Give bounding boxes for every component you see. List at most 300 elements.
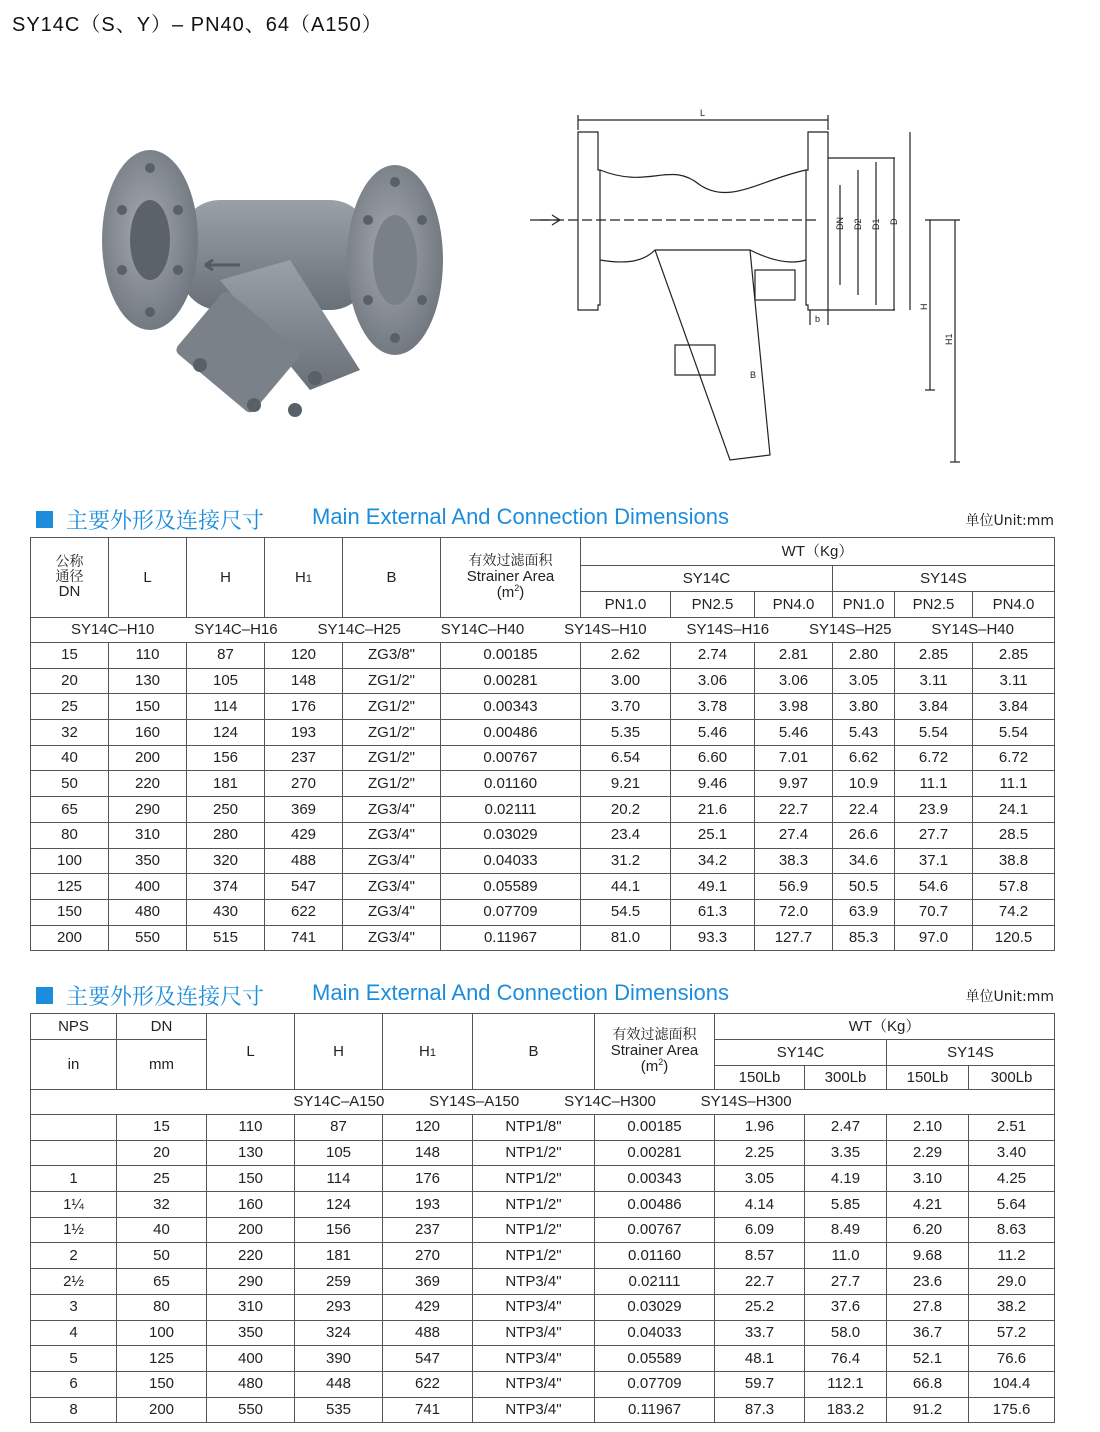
bullet-square-icon (36, 987, 53, 1004)
model-label: SY14C–A150 (293, 1093, 385, 1111)
col-h: H (295, 1014, 383, 1090)
unit-label: 单位Unit:mm (965, 513, 1054, 529)
table-cell: 622 (265, 899, 343, 925)
table-cell: 29.0 (969, 1269, 1055, 1295)
table-cell: 270 (383, 1243, 473, 1269)
table-cell: 4.19 (805, 1166, 887, 1192)
table-cell: 400 (207, 1346, 295, 1372)
table-cell: NTP1/2" (473, 1192, 595, 1218)
table-cell: 2.29 (887, 1140, 969, 1166)
table-cell: 10.9 (833, 771, 895, 797)
table-cell: 5.85 (805, 1192, 887, 1218)
table-cell: 80 (31, 822, 109, 848)
table-cell: 0.02111 (441, 797, 581, 823)
table-cell: 70.7 (895, 899, 973, 925)
table-cell: 0.00486 (441, 720, 581, 746)
table-row (31, 745, 1055, 771)
table-cell: 0.00343 (441, 694, 581, 720)
table-cell: ZG3/4" (343, 797, 441, 823)
table-cell: 52.1 (887, 1346, 969, 1372)
table-cell: 40 (31, 745, 109, 771)
table-cell: 37.6 (805, 1294, 887, 1320)
col-nps-unit: in (31, 1040, 117, 1090)
class-header: 300Lb (969, 1066, 1055, 1090)
table-cell: 110 (109, 643, 187, 669)
table-row (31, 848, 1055, 874)
table-cell: 32 (31, 720, 109, 746)
table-cell: 8.49 (805, 1217, 887, 1243)
table-cell: 2.85 (895, 643, 973, 669)
heading-zh: 主要外形及连接尺寸 (66, 509, 265, 534)
table-cell: 76.4 (805, 1346, 887, 1372)
table-cell: 5.54 (895, 720, 973, 746)
table-cell: 124 (295, 1192, 383, 1218)
table-cell: 0.07709 (441, 899, 581, 925)
table-cell: 4.14 (715, 1192, 805, 1218)
table-row (31, 1371, 1055, 1397)
table-cell: 1.96 (715, 1115, 805, 1141)
table-cell: 2.85 (973, 643, 1055, 669)
label-d: D (889, 218, 899, 225)
table-cell: 237 (265, 745, 343, 771)
col-dn: 公称 通径 DN (31, 538, 109, 618)
table-cell: 193 (383, 1192, 473, 1218)
table-cell: 200 (207, 1217, 295, 1243)
table-cell: 7.01 (755, 745, 833, 771)
table-cell: 9.21 (581, 771, 671, 797)
table-cell: 112.1 (805, 1371, 887, 1397)
table-cell: 87.3 (715, 1397, 805, 1423)
table-cell: 20 (117, 1140, 207, 1166)
table-cell: 6.54 (581, 745, 671, 771)
table-cell: 1½ (31, 1217, 117, 1243)
label-l: L (700, 108, 706, 118)
table-row (31, 1192, 1055, 1218)
table-cell: 3.11 (973, 668, 1055, 694)
label-dn: DN (835, 217, 845, 230)
table-cell: 535 (295, 1397, 383, 1423)
table-cell: 0.00343 (595, 1166, 715, 1192)
table-cell: 24.1 (973, 797, 1055, 823)
table-cell: 148 (383, 1140, 473, 1166)
table-cell: 0.00185 (441, 643, 581, 669)
table-cell: 44.1 (581, 874, 671, 900)
table-cell: 104.4 (969, 1371, 1055, 1397)
table-cell: 27.7 (805, 1269, 887, 1295)
table-cell: 20.2 (581, 797, 671, 823)
col-sy14c: SY14C (715, 1040, 887, 1066)
table-row (31, 1140, 1055, 1166)
table-cell: 127.7 (755, 925, 833, 951)
table-cell: 85.3 (833, 925, 895, 951)
table-cell: 5.46 (755, 720, 833, 746)
heading-en: Main External And Connection Dimensions (312, 504, 730, 529)
table-cell: 25.2 (715, 1294, 805, 1320)
table-cell: 15 (117, 1115, 207, 1141)
table-cell: 5.54 (973, 720, 1055, 746)
table-cell: NTP1/2" (473, 1166, 595, 1192)
table-row (31, 1243, 1055, 1269)
table-cell: 3.11 (895, 668, 973, 694)
table-cell: 1¼ (31, 1192, 117, 1218)
table-cell: 3.06 (755, 668, 833, 694)
col-strainer-area: 有效过滤面积 Strainer Area $(m^2)$ (595, 1014, 715, 1090)
table-cell: 622 (383, 1371, 473, 1397)
table-cell: 293 (295, 1294, 383, 1320)
pressure-header: PN4.0 (755, 592, 833, 618)
table-cell: 110 (207, 1115, 295, 1141)
table-cell: 3.84 (973, 694, 1055, 720)
table-cell: 3.98 (755, 694, 833, 720)
table-cell: 310 (207, 1294, 295, 1320)
table-cell: 5.64 (969, 1192, 1055, 1218)
table-cell: 2 (31, 1243, 117, 1269)
table-cell: 430 (187, 899, 265, 925)
model-label: SY14C–H40 (440, 621, 525, 639)
table-cell: 40 (117, 1217, 207, 1243)
table-cell: 181 (187, 771, 265, 797)
table-cell: 5.46 (671, 720, 755, 746)
table-cell: 550 (207, 1397, 295, 1423)
pressure-header: PN4.0 (973, 592, 1055, 618)
class-header: 150Lb (715, 1066, 805, 1090)
table-cell: 87 (187, 643, 265, 669)
table-row (31, 925, 1055, 951)
table-cell: 9.46 (671, 771, 755, 797)
table-cell: 0.00281 (595, 1140, 715, 1166)
table-cell: 57.2 (969, 1320, 1055, 1346)
table-cell: 156 (187, 745, 265, 771)
table-cell: 550 (109, 925, 187, 951)
table-cell: 480 (109, 899, 187, 925)
table-cell: 741 (265, 925, 343, 951)
table-cell: 270 (265, 771, 343, 797)
table-cell: ZG3/4" (343, 848, 441, 874)
table-cell (31, 1115, 117, 1141)
table-cell: 6.62 (833, 745, 895, 771)
class-header: 300Lb (805, 1066, 887, 1090)
table-cell: 120.5 (973, 925, 1055, 951)
col-b: B (473, 1014, 595, 1090)
table-cell: 176 (383, 1166, 473, 1192)
table-cell: 32 (117, 1192, 207, 1218)
table-cell: 150 (31, 899, 109, 925)
table-cell: 57.8 (973, 874, 1055, 900)
col-l: L (207, 1014, 295, 1090)
table-cell: NTP3/4" (473, 1320, 595, 1346)
table-cell: 54.6 (895, 874, 973, 900)
table-cell: 320 (187, 848, 265, 874)
table-cell: 3.70 (581, 694, 671, 720)
table-cell: NTP1/2" (473, 1140, 595, 1166)
table-row (31, 1217, 1055, 1243)
table-cell: 193 (265, 720, 343, 746)
col-sy14c: SY14C (581, 566, 833, 592)
col-b: B (343, 538, 441, 618)
table-row (31, 720, 1055, 746)
col-wt: WT（Kg） (581, 538, 1055, 566)
table-cell: ZG3/8" (343, 643, 441, 669)
table-cell: 54.5 (581, 899, 671, 925)
table-cell: 0.00767 (441, 745, 581, 771)
table-cell: 0.02111 (595, 1269, 715, 1295)
heading-zh: 主要外形及连接尺寸 (66, 985, 265, 1010)
table-cell: 547 (265, 874, 343, 900)
table-cell: 488 (383, 1320, 473, 1346)
table-cell: 310 (109, 822, 187, 848)
table-cell: 100 (117, 1320, 207, 1346)
table-cell: 8 (31, 1397, 117, 1423)
table-cell: 3.05 (715, 1166, 805, 1192)
section-heading-2 (36, 980, 1056, 1010)
table-cell: 105 (295, 1140, 383, 1166)
table-cell: 6.09 (715, 1217, 805, 1243)
class-header: 150Lb (887, 1066, 969, 1090)
table-cell: 374 (187, 874, 265, 900)
table-cell: 15 (31, 643, 109, 669)
table-row (31, 668, 1055, 694)
table-cell: 38.2 (969, 1294, 1055, 1320)
col-sy14s: SY14S (887, 1040, 1055, 1066)
table-cell: 4 (31, 1320, 117, 1346)
table-cell: 50 (31, 771, 109, 797)
pressure-header: PN1.0 (581, 592, 671, 618)
table-cell: 11.1 (895, 771, 973, 797)
table-cell: 100 (31, 848, 109, 874)
table-row (31, 822, 1055, 848)
table-cell: 0.11967 (595, 1397, 715, 1423)
table-cell: 183.2 (805, 1397, 887, 1423)
table-cell: 23.9 (895, 797, 973, 823)
table-cell: 0.00185 (595, 1115, 715, 1141)
col-nps: NPS (31, 1014, 117, 1040)
table-cell: 448 (295, 1371, 383, 1397)
table-cell: 26.6 (833, 822, 895, 848)
table-cell: 0.00281 (441, 668, 581, 694)
table-cell: 23.6 (887, 1269, 969, 1295)
table-cell: 6.20 (887, 1217, 969, 1243)
model-label: SY14S–H300 (700, 1093, 792, 1111)
table-cell: 58.0 (805, 1320, 887, 1346)
table-cell: 49.1 (671, 874, 755, 900)
table-cell: 28.5 (973, 822, 1055, 848)
table-cell: 547 (383, 1346, 473, 1372)
table-cell: ZG3/4" (343, 874, 441, 900)
table-cell: 290 (207, 1269, 295, 1295)
table-cell: 3.84 (895, 694, 973, 720)
technical-drawing (500, 100, 980, 470)
dimensions-table-2 (30, 1013, 1055, 1423)
pressure-header: PN1.0 (833, 592, 895, 618)
table-cell: 0.07709 (595, 1371, 715, 1397)
table-cell: 130 (109, 668, 187, 694)
col-h1: H1 (265, 538, 343, 618)
table-cell: 488 (265, 848, 343, 874)
table-cell: 290 (109, 797, 187, 823)
table-cell: 156 (295, 1217, 383, 1243)
label-b: B (750, 370, 757, 380)
table-cell: 6.72 (895, 745, 973, 771)
table-cell: 237 (383, 1217, 473, 1243)
table-cell: 20 (31, 668, 109, 694)
table-cell: 350 (109, 848, 187, 874)
table-cell: 38.3 (755, 848, 833, 874)
table-cell: 74.2 (973, 899, 1055, 925)
table-cell: 63.9 (833, 899, 895, 925)
table-cell: 2.51 (969, 1115, 1055, 1141)
table-cell: 200 (31, 925, 109, 951)
col-h: H (187, 538, 265, 618)
table-cell: 259 (295, 1269, 383, 1295)
table-cell: 0.01160 (595, 1243, 715, 1269)
table-cell: 176 (265, 694, 343, 720)
table-cell: 0.04033 (441, 848, 581, 874)
section-heading-1 (36, 504, 1056, 534)
table-cell: NTP3/4" (473, 1294, 595, 1320)
table-cell: 50.5 (833, 874, 895, 900)
table-cell: 4.21 (887, 1192, 969, 1218)
table-cell: 50 (117, 1243, 207, 1269)
table-cell: 34.6 (833, 848, 895, 874)
table-cell: ZG3/4" (343, 925, 441, 951)
table-cell: 5.35 (581, 720, 671, 746)
table-cell: 2.81 (755, 643, 833, 669)
table-cell: 56.9 (755, 874, 833, 900)
table-cell: 3.00 (581, 668, 671, 694)
col-l: L (109, 538, 187, 618)
table-cell: 3.40 (969, 1140, 1055, 1166)
table-cell: 2.62 (581, 643, 671, 669)
table-cell: 2.74 (671, 643, 755, 669)
table-cell: NTP3/4" (473, 1371, 595, 1397)
table-cell: 130 (207, 1140, 295, 1166)
table-row (31, 1294, 1055, 1320)
table-cell: 280 (187, 822, 265, 848)
table-cell: 125 (31, 874, 109, 900)
table-cell: 0.00767 (595, 1217, 715, 1243)
table-row (31, 797, 1055, 823)
table-cell: 38.8 (973, 848, 1055, 874)
table-cell: ZG3/4" (343, 899, 441, 925)
label-h: H (919, 303, 929, 310)
bullet-square-icon (36, 511, 53, 528)
table-cell (31, 1140, 117, 1166)
col-h1: H1 (383, 1014, 473, 1090)
table-cell: 11.2 (969, 1243, 1055, 1269)
table-cell: 6.72 (973, 745, 1055, 771)
table-cell: 3.05 (833, 668, 895, 694)
table-cell: 59.7 (715, 1371, 805, 1397)
table-cell: 65 (31, 797, 109, 823)
table-cell: 80 (117, 1294, 207, 1320)
table-cell: 2.47 (805, 1115, 887, 1141)
table-cell: 3.06 (671, 668, 755, 694)
table-cell: 37.1 (895, 848, 973, 874)
dimensions-table-1 (30, 537, 1055, 951)
table-row (31, 899, 1055, 925)
table-cell: 23.4 (581, 822, 671, 848)
table-cell: 2.10 (887, 1115, 969, 1141)
model-label: SY14S–H10 (564, 621, 647, 639)
table-cell: ZG3/4" (343, 822, 441, 848)
table-cell: 66.8 (887, 1371, 969, 1397)
table-cell: 120 (265, 643, 343, 669)
table-cell: 48.1 (715, 1346, 805, 1372)
table-cell: 0.01160 (441, 771, 581, 797)
table-cell: 150 (207, 1166, 295, 1192)
table-cell: 160 (109, 720, 187, 746)
table-cell: 25 (117, 1166, 207, 1192)
table-cell: 429 (265, 822, 343, 848)
table-cell: 369 (383, 1269, 473, 1295)
model-row (31, 618, 1055, 643)
table-cell: 0.04033 (595, 1320, 715, 1346)
table-cell: NTP3/4" (473, 1397, 595, 1423)
col-wt: WT（Kg） (715, 1014, 1055, 1040)
model-label: SY14S–H40 (931, 621, 1014, 639)
table-cell: 741 (383, 1397, 473, 1423)
pressure-header: PN2.5 (895, 592, 973, 618)
table-cell: 65 (117, 1269, 207, 1295)
table-cell: 480 (207, 1371, 295, 1397)
table-cell: 114 (187, 694, 265, 720)
model-label: SY14S–A150 (429, 1093, 520, 1111)
table-cell: 3.78 (671, 694, 755, 720)
table-cell: 8.57 (715, 1243, 805, 1269)
table-cell: 11.1 (973, 771, 1055, 797)
table-cell: 5 (31, 1346, 117, 1372)
table-cell: ZG1/2" (343, 771, 441, 797)
table-cell: 27.7 (895, 822, 973, 848)
table-cell: 3.35 (805, 1140, 887, 1166)
table-cell: 93.3 (671, 925, 755, 951)
table-row (31, 771, 1055, 797)
table-cell: 125 (117, 1346, 207, 1372)
table-cell: 3 (31, 1294, 117, 1320)
table-cell: 33.7 (715, 1320, 805, 1346)
table-cell: 97.0 (895, 925, 973, 951)
table-row (31, 694, 1055, 720)
table-cell: NTP1/2" (473, 1243, 595, 1269)
table-cell: 9.68 (887, 1243, 969, 1269)
table-row (31, 1115, 1055, 1141)
table-cell: 124 (187, 720, 265, 746)
col-dn-unit: mm (117, 1040, 207, 1090)
table-cell: 160 (207, 1192, 295, 1218)
label-d2: D2 (853, 218, 863, 230)
table-cell: 6.60 (671, 745, 755, 771)
table-cell: 6 (31, 1371, 117, 1397)
model-label: SY14C–H16 (194, 621, 278, 639)
table-cell: 25.1 (671, 822, 755, 848)
table-cell: 105 (187, 668, 265, 694)
table-cell: 22.7 (755, 797, 833, 823)
table-cell: 120 (383, 1115, 473, 1141)
table-cell: 350 (207, 1320, 295, 1346)
table-cell: 0.03029 (595, 1294, 715, 1320)
table-cell: ZG1/2" (343, 745, 441, 771)
table-cell: 390 (295, 1346, 383, 1372)
model-label: SY14S–H16 (686, 621, 770, 639)
table-row (31, 874, 1055, 900)
col-sy14s: SY14S (833, 566, 1055, 592)
table-row (31, 1346, 1055, 1372)
table-cell: 72.0 (755, 899, 833, 925)
table-cell: 27.8 (887, 1294, 969, 1320)
pressure-header: PN2.5 (671, 592, 755, 618)
table-cell: 5.43 (833, 720, 895, 746)
table-cell: 181 (295, 1243, 383, 1269)
